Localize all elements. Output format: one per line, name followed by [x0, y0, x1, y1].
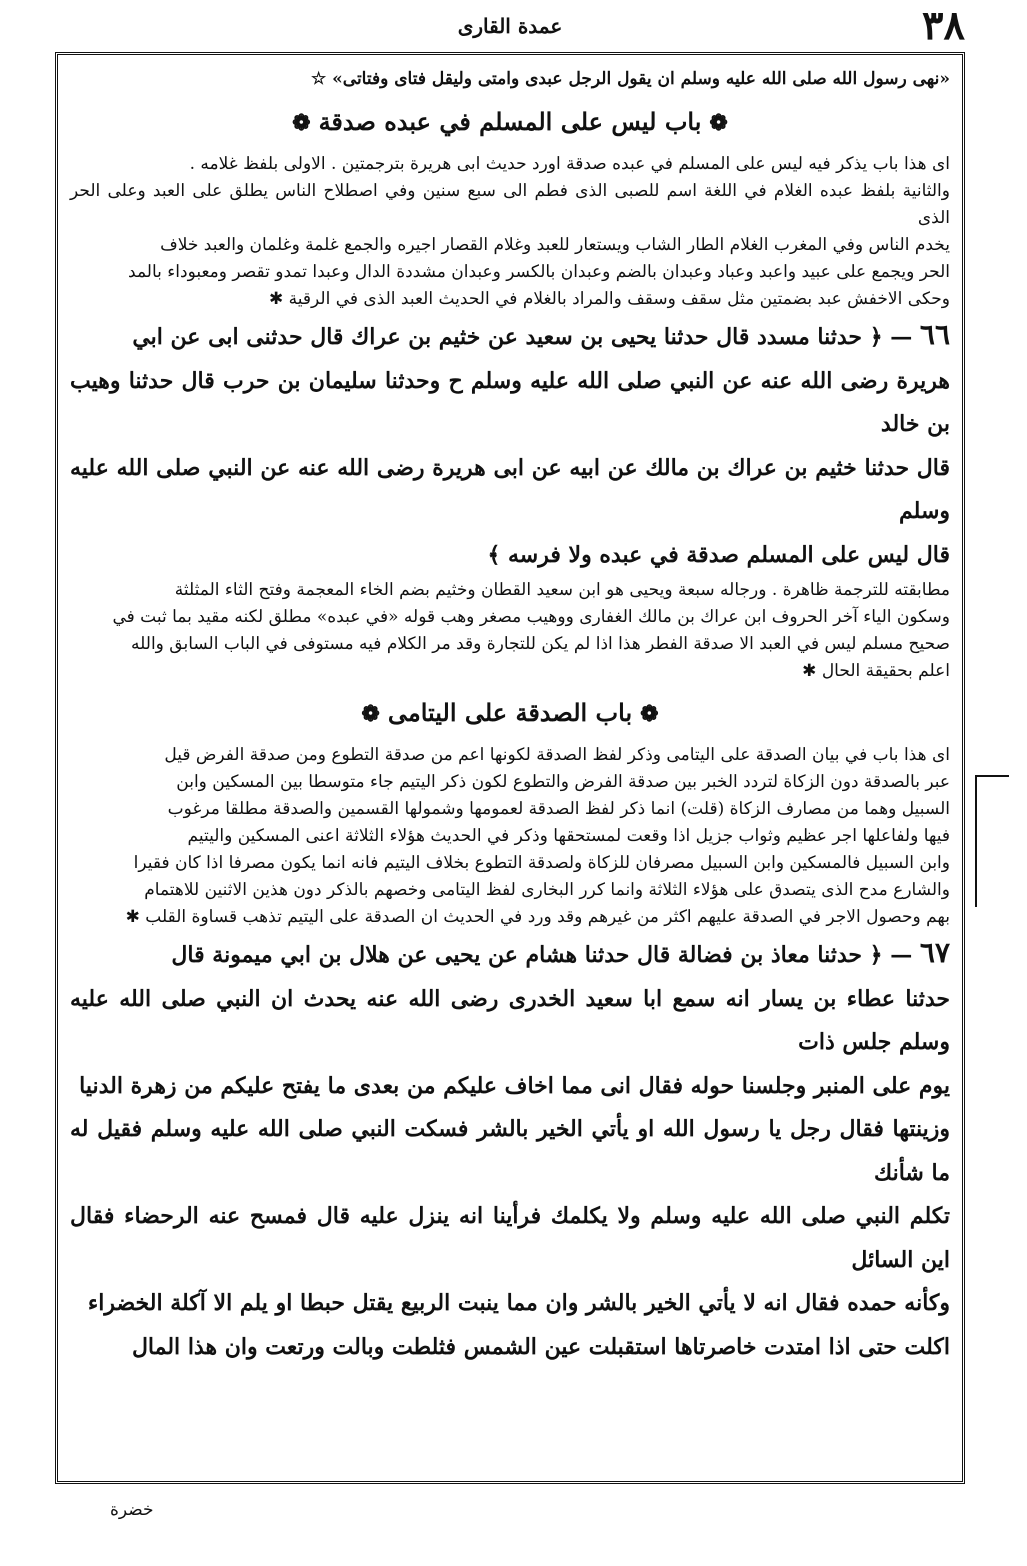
- page-number: ٣٨: [922, 2, 965, 49]
- commentary-line: والشارع مدح الذى يتصدق على هؤلاء الثلاثة وانما كرر البخارى لفظ اليتامى وخصهم بالذكر دون هذين الاثنين للاهتمام: [144, 880, 950, 900]
- commentary-line: السبيل وهما من مصارف الزكاة (قلت) انما ذكر لفظ الصدقة لعمومها وشمولها القسمين والصدقة مطلقا مرغوب: [167, 799, 950, 819]
- ornament-icon: ❁: [709, 110, 728, 136]
- hadith-number: ٦٧: [919, 936, 950, 969]
- hadith-line: اكلت حتى اذا امتدت خاصرتاها استقبلت عين الشمس فثلطت وبالت ورتعت وان هذا المال: [131, 1333, 950, 1360]
- ornament-icon: ❁: [292, 110, 311, 136]
- page-header: [55, 2, 965, 54]
- commentary-line: الحر ويجمع على عبيد واعبد وعباد وعبدان بالضم وعبدان بالكسر وعبدان مشددة الدال وعبدا تمدو تقصر ومعبوداء بالمد: [128, 262, 950, 282]
- commentary-line: فيها ولفاعلها اجر عظيم وثواب جزيل اذا وقعت لمستحقها وذكر في الحديث هؤلاء الثلاثة اعنى المسكين واليتيم: [187, 826, 950, 846]
- explanation-line: مطابقته للترجمة ظاهرة . ورجاله سبعة ويحيى هو ابن سعيد القطان وخثيم بضم الخاء المعجمة وفتح الثاء المثلثة: [174, 580, 950, 600]
- hadith-number: ٦٦: [919, 318, 950, 351]
- commentary-line: وابن السبيل فالمسكين وابن السبيل مصرفان للزكاة ولصدقة التطوع بخلاف اليتيم فانه انما يكون مصرفا اذا كان فقيرا: [133, 853, 950, 873]
- chapter-title-1: باب ليس على المسلم في عبده صدقة: [318, 107, 702, 136]
- hadith-line: وكأنه حمده فقال انه لا يأتي الخير بالشر وان مما ينبت الربيع يقتل حبطا او يلم الا آكلة الخضراء: [87, 1290, 950, 1316]
- explanation-line: صحيح مسلم ليس في العبد الا صدقة الفطر هذا اذا لم يكن للتجارة وقد مر الكلام فيه مستوفى في الباب السابق والله: [131, 634, 950, 654]
- commentary-line: بهم وحصول الاجر في الصدقة عليهم اكثر من غيرهم وقد ورد في الحديث ان الصدقة على اليتيم تذهب قساوة القلب ✱: [125, 907, 950, 927]
- commentary-line: اى هذا باب يذكر فيه ليس على المسلم في عبده صدقة اورد حديث ابى هريرة بترجمتين . الاولى بلفظ غلامه .: [189, 154, 950, 174]
- running-title: عمدة القارى: [457, 14, 563, 38]
- commentary-line: عبر بالصدقة دون الزكاة لتردد الخبر بين صدقة الفرض والتطوع لكون ذكر اليتيم جاء متوسطا بين المسكين وابن: [176, 772, 950, 792]
- hadith-line: حدثنا عطاء بن يسار انه سمع ابا سعيد الخدرى رضى الله عنه يحدث ان النبي صلى الله عليه وسلم جلس ذات: [70, 985, 950, 1055]
- hadith-line: تكلم النبي صلى الله عليه وسلم ولا يكلمك فرأينا انه ينزل عليه قال فمسح عنه الرحضاء فقال اين السائل: [70, 1203, 950, 1273]
- margin-bracket-mark: [975, 775, 1009, 907]
- page-content: [70, 64, 950, 1369]
- catchword: خضرة: [110, 1500, 154, 1520]
- hadith-line: ٦٦ — ﴿ حدثنا مسدد قال حدثنا يحيى بن سعيد عن خثيم بن عراك قال حدثنى ابى عن ابي: [132, 318, 950, 351]
- explanation-line: اعلم بحقيقة الحال ✱: [802, 661, 950, 681]
- hadith-line: ٦٧ — ﴿ حدثنا معاذ بن فضالة قال حدثنا هشام عن يحيى عن هلال بن ابي ميمونة قال: [171, 936, 950, 969]
- commentary-line: اى هذا باب في بيان الصدقة على اليتامى وذكر لفظ الصدقة لكونها اعم من صدقة التطوع ومن صدقة الفرض قيل: [164, 745, 950, 765]
- hadith-line: وزينتها فقال رجل يا رسول الله او يأتي الخير بالشر فسكت النبي صلى الله عليه وسلم فقيل له ما شأنك: [70, 1116, 950, 1186]
- chapter-title-2: باب الصدقة على اليتامى: [387, 698, 633, 727]
- ornament-icon: ❁: [640, 701, 659, 727]
- hadith-line: هريرة رضى الله عنه عن النبي صلى الله عليه وسلم ح وحدثنا سليمان بن حرب قال حدثنا وهيب بن خالد: [70, 367, 950, 437]
- hadith-line: قال ليس على المسلم صدقة في عبده ولا فرسه ﴾: [487, 541, 950, 568]
- intro-line: «نهى رسول الله صلى الله عليه وسلم ان يقول الرجل عبدى وامتى وليقل فتاى وفتاتى» ☆: [311, 69, 950, 89]
- commentary-line: وحكى الاخفش عبد بضمتين مثل سقف وسقف والمراد بالغلام في الحديث العبد الذى في الرقية ✱: [268, 289, 950, 309]
- hadith-line: يوم على المنبر وجلسنا حوله فقال انى مما اخاف عليكم من بعدى ما يفتح عليكم من زهرة الدنيا: [79, 1072, 950, 1099]
- ornament-icon: ❁: [361, 701, 380, 727]
- hadith-line: قال حدثنا خثيم بن عراك بن مالك عن ابيه عن ابى هريرة رضى الله عنه عن النبي صلى الله عليه وسلم: [70, 454, 950, 524]
- chapter-heading-1: [70, 94, 950, 151]
- commentary-line: والثانية بلفظ عبده الغلام في اللغة اسم للصبى الذى فطم الى سبع سنين وفي اصطلاح الناس يطلق على العبد وعلى الحر الذى: [70, 181, 950, 228]
- explanation-line: وسكون الياء آخر الحروف ابن عراك بن مالك الغفارى ووهيب مصغر وهب قوله «في عبده» مطلق لكنه مقيد بما ثبت في: [112, 607, 950, 627]
- commentary-line: يخدم الناس وفي المغرب الغلام الطار الشاب ويستعار للعبد وغلام القصار اجيره والجمع غلمة وغلمان والعبد خلاف: [160, 235, 950, 255]
- chapter-heading-2: [70, 685, 950, 742]
